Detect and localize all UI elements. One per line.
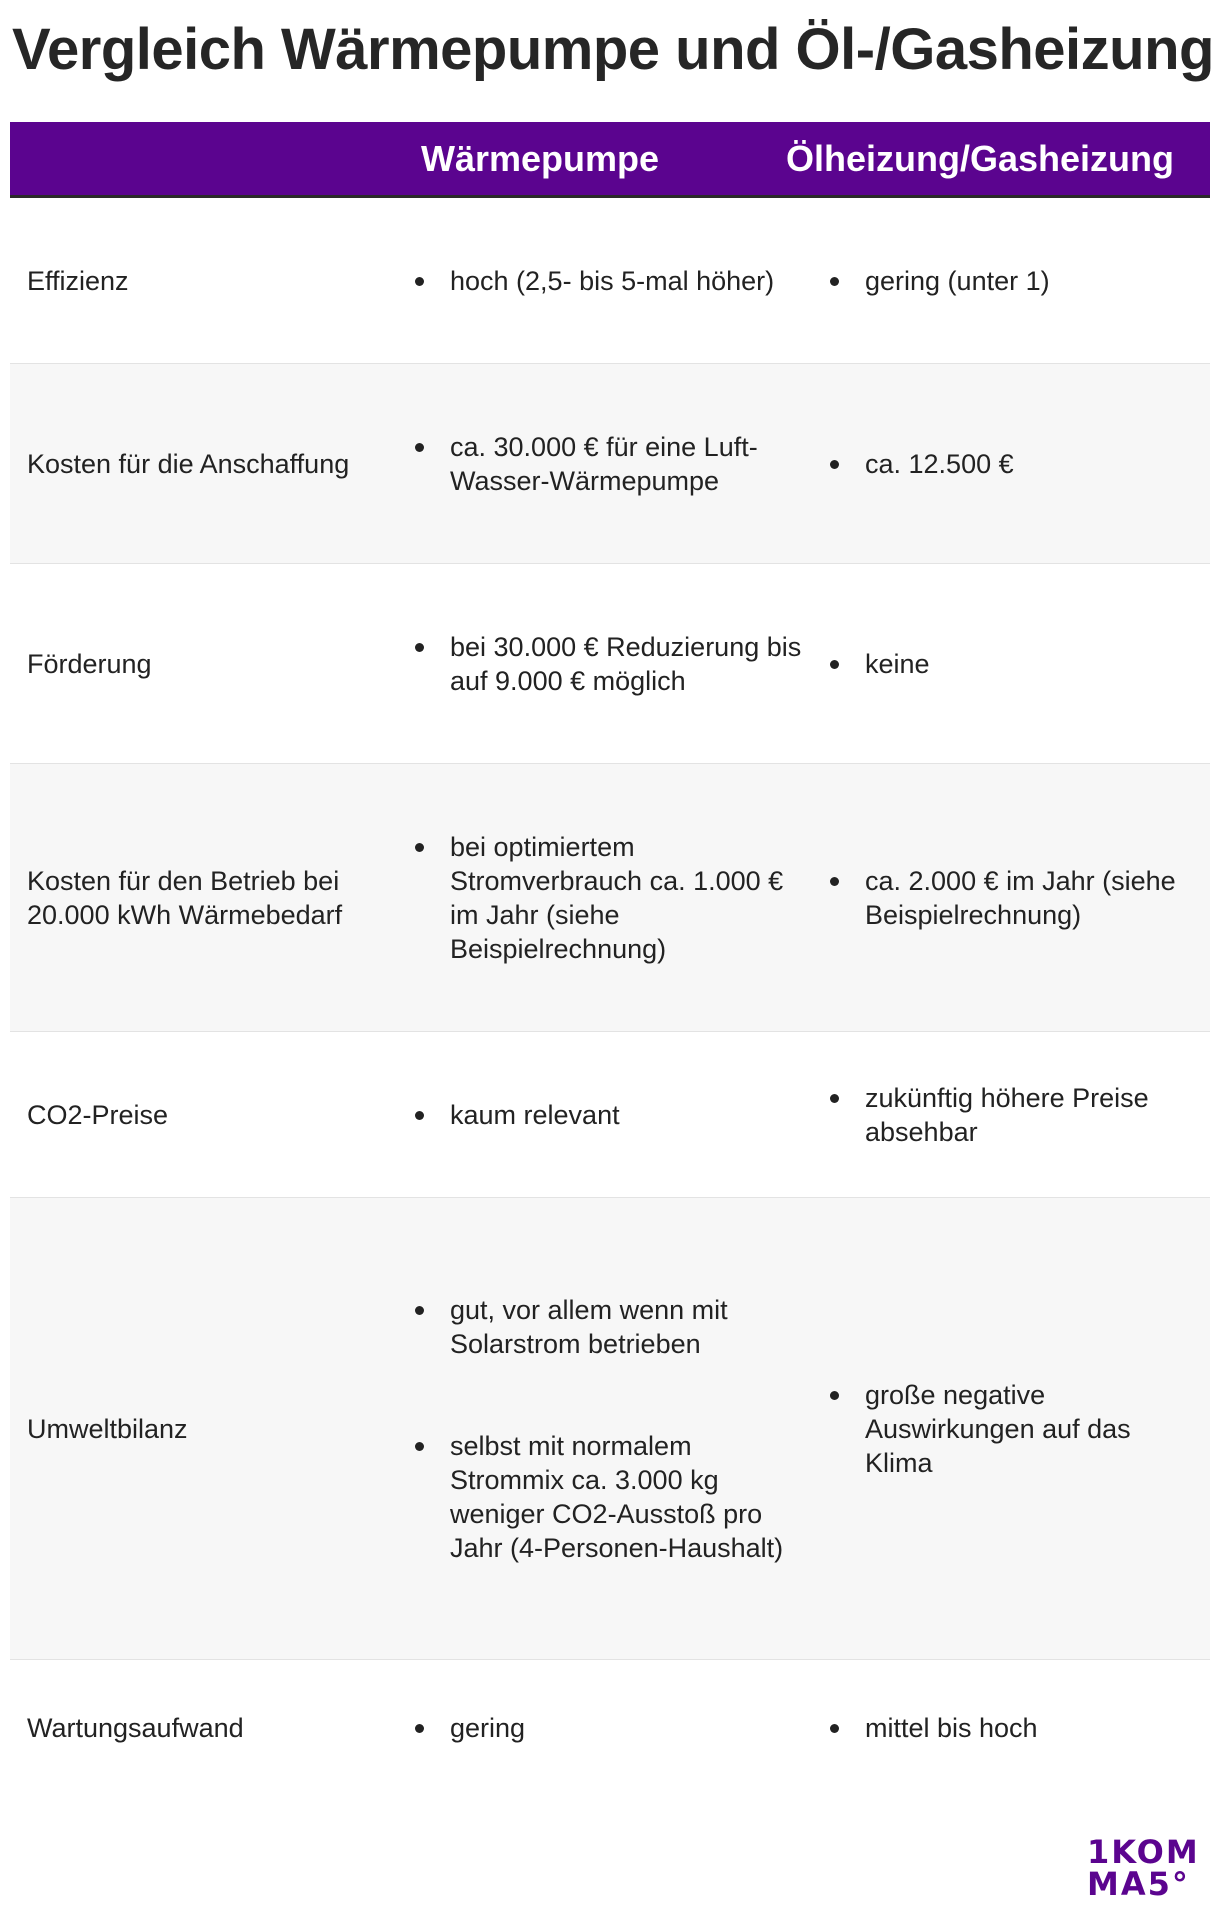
row-label: Umweltbilanz (27, 1413, 188, 1444)
oil-gas-cell (830, 447, 1210, 481)
list-item: zukünftig höhere Preise absehbar (830, 1081, 1200, 1149)
list-item: keine (830, 647, 1200, 681)
list-item: ca. 30.000 € für eine Luft-Wasser-Wärmepumpe (415, 430, 810, 498)
heatpump-cell (415, 264, 830, 298)
table-row (10, 364, 1210, 564)
oil-gas-cell (830, 1378, 1210, 1480)
row-label: CO2-Preise (27, 1099, 169, 1130)
heatpump-cell (415, 630, 830, 698)
row-label: Förderung (27, 648, 152, 679)
row-label: Kosten für den Betrieb bei 20.000 kWh Wärmebedarf (27, 865, 343, 930)
oil-gas-cell (830, 647, 1210, 681)
table-row (10, 564, 1210, 764)
heatpump-cell (415, 430, 830, 498)
heatpump-cell (415, 830, 830, 966)
comparison-table (10, 122, 1210, 1796)
oil-gas-cell (830, 1711, 1210, 1745)
list-item: große negative Auswirkungen auf das Klima (830, 1378, 1200, 1480)
list-item: hoch (2,5- bis 5-mal höher) (415, 264, 810, 298)
table-row (10, 764, 1210, 1032)
list-item: mittel bis hoch (830, 1711, 1200, 1745)
row-label: Kosten für die Anschaffung (27, 448, 350, 479)
header-oil-gas: Ölheizung/Gasheizung (785, 137, 1175, 179)
heatpump-cell (415, 1098, 830, 1132)
table-header (10, 122, 1210, 198)
list-item: bei 30.000 € Reduzierung bis auf 9.000 € möglich (415, 630, 810, 698)
brand-logo (1087, 1833, 1200, 1903)
table-row (10, 198, 1210, 364)
heatpump-cell (415, 1711, 830, 1745)
list-item: bei optimiertem Stromverbrauch ca. 1.000 € im Jahr (siehe Beispielrechnung) (415, 830, 810, 966)
oil-gas-cell (830, 1081, 1210, 1149)
list-item: gering (415, 1711, 810, 1745)
table-row (10, 1660, 1210, 1796)
logo-line-1: 1KOM (1087, 1833, 1200, 1871)
page-title: Vergleich Wärmepumpe und Öl-/Gasheizung (12, 17, 1214, 82)
list-item: ca. 12.500 € (830, 447, 1200, 481)
list-item: gut, vor allem wenn mit Solarstrom betrieben (415, 1293, 810, 1361)
table-row (10, 1198, 1210, 1660)
oil-gas-cell (830, 264, 1210, 298)
logo-line-2: MA5° (1087, 1865, 1190, 1903)
list-item: selbst mit normalem Strommix ca. 3.000 kg weniger CO2-Ausstoß pro Jahr (4-Personen-Haushalt) (415, 1429, 810, 1565)
header-heatpump: Wärmepumpe (420, 137, 660, 179)
heatpump-cell (415, 1293, 830, 1565)
row-label: Effizienz (27, 265, 129, 296)
list-item: kaum relevant (415, 1098, 810, 1132)
table-row (10, 1032, 1210, 1198)
list-item: gering (unter 1) (830, 264, 1200, 298)
oil-gas-cell (830, 864, 1210, 932)
list-item: ca. 2.000 € im Jahr (siehe Beispielrechnung) (830, 864, 1200, 932)
row-label: Wartungsaufwand (27, 1713, 244, 1743)
